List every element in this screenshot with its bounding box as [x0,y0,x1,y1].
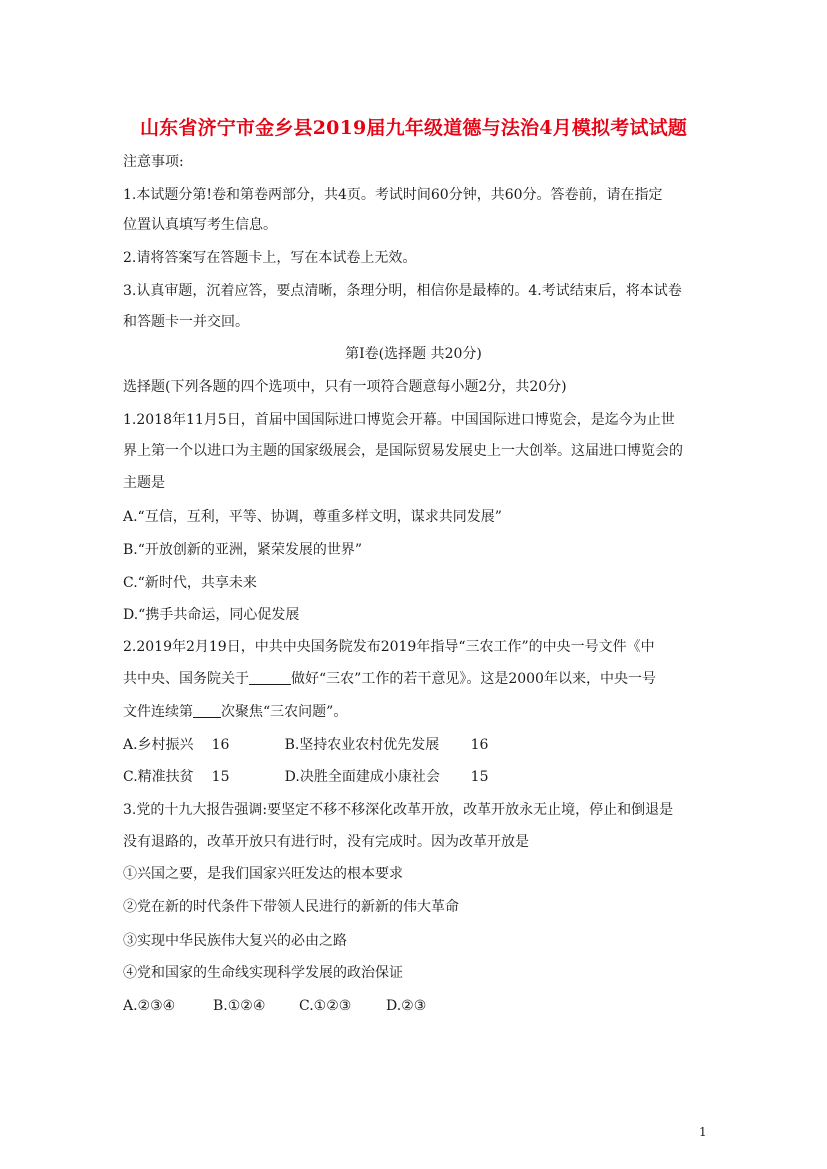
question-2-option-c: C.精准扶贫 [123,769,194,785]
question-1-stem-line-1: 1.2018年11月5日，首届中国国际进口博览会开幕。中国国际进口博览会，是迄今为止世 [123,412,675,428]
question-2-option-b-number: 16 [470,737,489,753]
question-3-option-d: D.②③ [386,998,427,1014]
question-2-option-b: B.坚持农业农村优先发展 [284,737,440,753]
question-3-option-c: C.①②③ [299,998,352,1014]
question-2-option-d: D.决胜全面建成小康社会 [284,769,440,785]
question-3-item-4: ④党和国家的生命线实现科学发展的政治保证 [123,965,403,981]
question-2-stem-line-3 [123,702,347,722]
question-2-stem-line-3-end: 次聚焦“三农问题”。 [221,704,348,720]
document-title: 山东省济宁市金乡县2019届九年级道德与法治4月模拟考试试题 [139,117,688,139]
notice-item-3-line-2: 和答题卡一并交回。 [123,314,249,330]
question-1-stem-line-3: 主题是 [123,475,165,491]
question-3-option-a: A.②③④ [123,998,176,1014]
question-2-stem-line-2-start: 共中央、国务院关于 [123,671,249,687]
question-3-options [123,996,426,1016]
notice-item-1-line-1: 1.本试题分第!卷和第卷两部分，共4页。考试时间60分钟，共60分。答卷前，请在指定 [123,187,663,203]
question-3-option-b: B.①②④ [213,998,266,1014]
question-2-option-a: A.乡村振兴 [123,737,194,753]
question-3-item-1: ①兴国之要，是我们国家兴旺发达的根本要求 [123,866,403,882]
question-2-option-d-number: 15 [470,769,489,785]
fill-in-blank-1 [249,670,291,685]
question-1-option-a: A.“互信，互利，平等、协调，尊重多样文明，谋求共同发展” [123,509,502,525]
notice-item-2: 2.请将答案写在答题卡上，写在本试卷上无效。 [123,250,417,266]
question-2-stem-line-2-end: 做好“三农”工作的若干意见》。这是2000年以来，中央一号 [291,671,656,687]
question-2-options-row-2 [123,767,489,787]
question-1-option-d: D.“携手共命运，同心促发展 [123,607,300,623]
question-3-stem-line-1: 3.党的十九大报告强调:要坚定不移不移深化改革开放，改革开放永无止境，停止和倒退是 [123,802,674,818]
question-3-item-3: ③实现中华民族伟大复兴的必由之路 [123,933,347,949]
question-1-stem-line-2: 界上第一个以进口为主题的国家级展会，是国际贸易发展史上一大创举。这届进口博览会的 [123,443,683,459]
question-1-option-b: B.“开放创新的亚洲，紧荣发展的世界” [123,542,363,558]
fill-in-blank-2 [193,703,221,718]
question-1-option-c: C.“新时代，共享未来 [123,575,257,591]
question-3-stem-line-2: 没有退路的，改革开放只有进行时，没有完成时。因为改革开放是 [123,834,529,850]
section-heading: 第Ⅰ卷(选择题 共20分) [345,346,482,362]
question-3-item-2: ②党在新的时代条件下带领人民进行的新新的伟大革命 [123,899,459,915]
notice-item-1-line-2: 位置认真填写考生信息。 [123,217,277,233]
notice-heading: 注意事项: [123,154,184,170]
notice-item-3-line-1: 3.认真审题，沉着应答，要点清晰，条理分明，相信你是最棒的。4.考试结束后，将本试卷 [123,283,682,299]
page-number: 1 [699,1125,707,1139]
question-2-stem-line-3-start: 文件连续第 [123,704,193,720]
question-2-stem-line-1: 2.2019年2月19日，中共中央国务院发布2019年指导“三农工作”的中央一号文件《中 [123,639,655,655]
question-2-options-row-1 [123,735,488,755]
question-2-option-a-number: 16 [211,737,230,753]
section-instructions: 选择题(下列各题的四个选项中，只有一项符合题意每小题2分，共20分) [123,379,567,395]
question-2-option-c-number: 15 [211,769,230,785]
question-2-stem-line-2 [123,669,656,689]
